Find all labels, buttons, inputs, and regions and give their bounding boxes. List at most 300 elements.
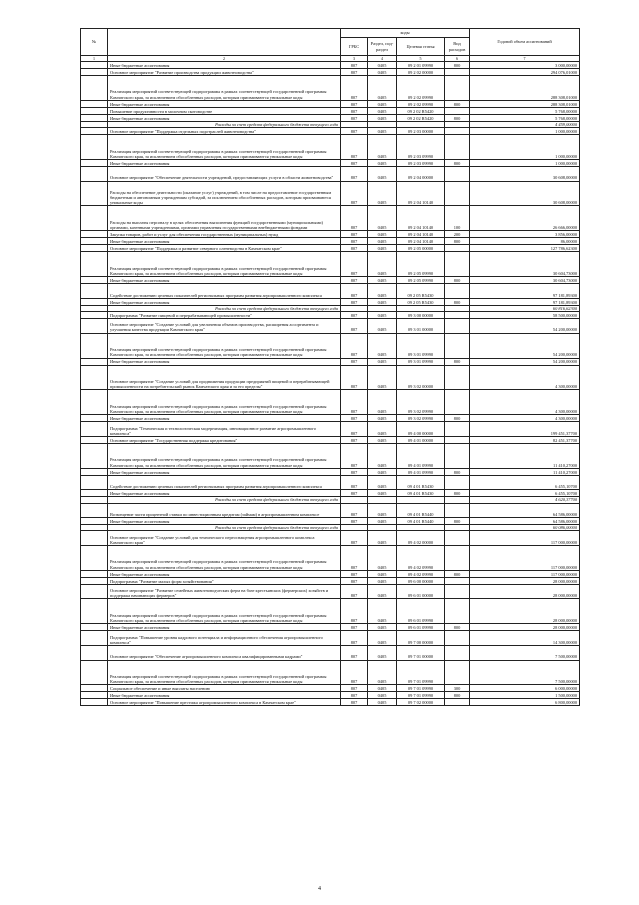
cell-name: Основное мероприятие "Создание условий для увеличения объемов производства, расширения ассортимента и улучшения качества продукции Камчатского края" <box>108 319 341 334</box>
cell-num <box>81 699 108 706</box>
cell-name: Расходы за счет средств федерального бюджета текущего года <box>108 497 341 503</box>
cell-name: Иные бюджетные ассигнования <box>108 100 341 107</box>
cell-tselevaya: 09 4 01 R5430 <box>397 490 445 497</box>
cell-tselevaya: 09 6 01 09990 <box>397 599 445 624</box>
cell-name: Реализация мероприятий соответствующей подпрограммы в рамках соответствующей государственной программы Камчатского края, за исключением обособленных расходов, которым присваиваются уникальные коды <box>108 660 341 685</box>
cell-tselevaya: 09 2 03 00000 <box>397 128 445 135</box>
cell-tselevaya: 09 2 04 10140 <box>397 206 445 231</box>
cell-tselevaya: 09 2 04 10140 <box>397 238 445 245</box>
cell-vid <box>445 284 470 299</box>
cell-num <box>81 436 108 443</box>
cell-razdel: 0405 <box>368 443 397 468</box>
cell-tselevaya: 09 2 03 09990 <box>397 135 445 160</box>
cell-razdel: 0405 <box>368 333 397 358</box>
cell-grbs: 807 <box>341 100 368 107</box>
cell-num <box>81 206 108 231</box>
cell-grbs: 807 <box>341 128 368 135</box>
cell-sum: 54 200,00000 <box>470 333 580 358</box>
table-row <box>81 422 580 437</box>
cell-vid <box>445 584 470 599</box>
table-row <box>81 62 580 69</box>
table-row <box>81 114 580 121</box>
cell-vid: 800 <box>445 692 470 699</box>
cell-tselevaya: 09 2 05 R5430 <box>397 284 445 299</box>
table-row <box>81 699 580 706</box>
cell-num <box>81 685 108 692</box>
cell-num <box>81 584 108 599</box>
cell-tselevaya: 09 2 05 09990 <box>397 252 445 277</box>
cell-num <box>81 128 108 135</box>
table-row <box>81 206 580 231</box>
cell-grbs: 807 <box>341 62 368 69</box>
cell-grbs: 807 <box>341 584 368 599</box>
cell-tselevaya: 09 2 05 00000 <box>397 245 445 252</box>
cell-num <box>81 159 108 166</box>
cell-vid <box>445 181 470 206</box>
cell-razdel: 0405 <box>368 298 397 305</box>
header-razdel: Раздел, под-раздел <box>368 38 397 56</box>
cell-sum: 1 000,00000 <box>470 128 580 135</box>
cell-sum: 117 000,00000 <box>470 545 580 570</box>
cell-grbs: 807 <box>341 660 368 685</box>
cell-num <box>81 503 108 518</box>
table-row <box>81 69 580 76</box>
cell-grbs: 807 <box>341 284 368 299</box>
table-header <box>81 29 580 62</box>
cell-name: Подпрограмма "Развитие пищевой и перерабатывающей промышленности" <box>108 312 341 319</box>
header-num: № <box>81 29 108 56</box>
cell-num <box>81 298 108 305</box>
column-number: 4 <box>368 56 397 62</box>
cell-name: Содействие достижению целевых показателей региональных программ развития агропромышленного комплекса <box>108 284 341 299</box>
cell-grbs: 807 <box>341 577 368 584</box>
column-number: 7 <box>470 56 580 62</box>
cell-vid <box>445 69 470 76</box>
cell-num <box>81 76 108 101</box>
cell-num <box>81 62 108 69</box>
cell-razdel: 0405 <box>368 503 397 518</box>
cell-grbs: 807 <box>341 443 368 468</box>
cell-sum: 60 816,62300 <box>470 305 580 311</box>
cell-sum: 28 000,00000 <box>470 624 580 631</box>
table-row <box>81 645 580 660</box>
table-row <box>81 107 580 114</box>
cell-num <box>81 475 108 490</box>
cell-tselevaya: 09 2 02 R5420 <box>397 114 445 121</box>
cell-sum: 11 410,27000 <box>470 443 580 468</box>
cell-sum: 5 768,00000 <box>470 114 580 121</box>
cell-vid <box>445 128 470 135</box>
table-row <box>81 245 580 252</box>
cell-grbs: 807 <box>341 490 368 497</box>
cell-grbs: 807 <box>341 475 368 490</box>
cell-razdel: 0405 <box>368 252 397 277</box>
cell-num <box>81 545 108 570</box>
cell-tselevaya: 09 4 01 R5440 <box>397 503 445 518</box>
cell-razdel: 0405 <box>368 390 397 415</box>
table-row <box>81 570 580 577</box>
cell-sum: 6 800,00000 <box>470 699 580 706</box>
cell-num <box>81 660 108 685</box>
cell-razdel: 0405 <box>368 181 397 206</box>
cell-tselevaya: 09 7 01 09990 <box>397 685 445 692</box>
cell-razdel: 0405 <box>368 238 397 245</box>
cell-grbs: 807 <box>341 107 368 114</box>
cell-sum: 117 000,00000 <box>470 531 580 546</box>
cell-vid: 100 <box>445 206 470 231</box>
cell-tselevaya: 09 6 00 00000 <box>397 577 445 584</box>
cell-grbs: 807 <box>341 231 368 238</box>
cell-sum: 30 604,73000 <box>470 277 580 284</box>
cell-name: Подпрограмма "Техническая и технологическая модернизация, инновационное развитие агропромышленного комплекса" <box>108 422 341 437</box>
cell-name: Основное мероприятие "Поддержка отдельных подотраслей животноводства" <box>108 128 341 135</box>
table-row <box>81 503 580 518</box>
cell-sum: 1 500,00000 <box>470 692 580 699</box>
cell-sum: 82 451,37700 <box>470 436 580 443</box>
cell-vid <box>445 319 470 334</box>
cell-num <box>81 231 108 238</box>
cell-sum: 26 666,00000 <box>470 206 580 231</box>
cell-name: Расходы на обеспечение деятельности (оказание услуг) учреждений, в том числе на предоставление государственным бюджетным и автономным учреждениям субсидий, за исключением обособленных расходов, которым присваиваются уникальные коды <box>108 181 341 206</box>
cell-name: Иные бюджетные ассигнования <box>108 518 341 525</box>
cell-grbs: 807 <box>341 76 368 101</box>
cell-sum: 4 459,00000 <box>470 121 580 127</box>
cell-tselevaya: 09 2 02 00000 <box>397 69 445 76</box>
cell-name: Иные бюджетные ассигнования <box>108 114 341 121</box>
cell-vid <box>445 245 470 252</box>
cell-name: Подпрограмма "Повышение уровня кадрового потенциала и информационного обеспечения агропромышленного комплекса" <box>108 631 341 646</box>
cell-name: Иные бюджетные ассигнования <box>108 415 341 422</box>
header-name <box>108 29 341 56</box>
cell-razdel: 0405 <box>368 159 397 166</box>
cell-vid: 800 <box>445 570 470 577</box>
cell-num <box>81 238 108 245</box>
cell-razdel: 0405 <box>368 415 397 422</box>
cell-grbs: 807 <box>341 436 368 443</box>
cell-razdel: 0405 <box>368 114 397 121</box>
cell-num <box>81 114 108 121</box>
cell-name: Возмещение части процентной ставки по инвестиционным кредитам (займам) в агропромышленном комплексе <box>108 503 341 518</box>
cell-name: Реализация мероприятий соответствующей подпрограммы в рамках соответствующей государственной программы Камчатского края, за исключением обособленных расходов, которым присваиваются уникальные коды <box>108 599 341 624</box>
cell-grbs: 807 <box>341 631 368 646</box>
cell-vid <box>445 660 470 685</box>
cell-vid <box>445 76 470 101</box>
cell-sum: 30 604,73000 <box>470 252 580 277</box>
cell-razdel: 0405 <box>368 468 397 475</box>
cell-sum: 11 410,27000 <box>470 468 580 475</box>
cell-tselevaya: 09 3 02 09990 <box>397 415 445 422</box>
cell-sum: 64 586,00000 <box>470 518 580 525</box>
cell-grbs: 807 <box>341 365 368 390</box>
cell-vid <box>445 699 470 706</box>
cell-sum: 288 308,01000 <box>470 76 580 101</box>
cell-razdel: 0405 <box>368 62 397 69</box>
header-vid: Вид расходов <box>445 38 470 56</box>
cell-tselevaya: 09 4 02 09990 <box>397 545 445 570</box>
cell-tselevaya: 09 7 01 00000 <box>397 645 445 660</box>
cell-razdel: 0405 <box>368 692 397 699</box>
cell-name: Иные бюджетные ассигнования <box>108 570 341 577</box>
table-row <box>81 415 580 422</box>
cell-vid <box>445 252 470 277</box>
cell-grbs: 807 <box>341 245 368 252</box>
cell-tselevaya: 09 4 01 R5440 <box>397 518 445 525</box>
cell-tselevaya: 09 7 02 00000 <box>397 699 445 706</box>
cell-grbs: 807 <box>341 166 368 181</box>
table-row <box>81 531 580 546</box>
cell-razdel: 0405 <box>368 277 397 284</box>
cell-name: Подпрограмма "Развитие малых форм хозяйствования" <box>108 577 341 584</box>
cell-vid: 800 <box>445 62 470 69</box>
table-row <box>81 468 580 475</box>
table-row <box>81 319 580 334</box>
cell-grbs: 807 <box>341 312 368 319</box>
cell-name: Иные бюджетные ассигнования <box>108 624 341 631</box>
cell-sum: 288 308,01000 <box>470 100 580 107</box>
cell-vid: 800 <box>445 518 470 525</box>
column-number: 6 <box>445 56 470 62</box>
cell-name: Основное мероприятие "Поддержка и развитие северного оленеводства в Камчатском крае" <box>108 245 341 252</box>
table-row <box>81 584 580 599</box>
table-row <box>81 365 580 390</box>
table-row <box>81 390 580 415</box>
cell-razdel: 0405 <box>368 545 397 570</box>
cell-num <box>81 358 108 365</box>
cell-grbs: 807 <box>341 69 368 76</box>
cell-grbs: 807 <box>341 545 368 570</box>
header-tselevaya: Целевая статья <box>397 38 445 56</box>
cell-vid <box>445 436 470 443</box>
cell-grbs: 807 <box>341 181 368 206</box>
cell-grbs: 807 <box>341 685 368 692</box>
table-row <box>81 624 580 631</box>
cell-name: Основное мероприятие "Развитие производства продукции животноводства" <box>108 69 341 76</box>
cell-num <box>81 518 108 525</box>
table-row <box>81 76 580 101</box>
cell-sum: 60 086,00000 <box>470 525 580 531</box>
cell-sum: 7 500,00000 <box>470 645 580 660</box>
cell-sum: 64 586,00000 <box>470 503 580 518</box>
cell-vid: 800 <box>445 468 470 475</box>
cell-sum: 7 500,00000 <box>470 660 580 685</box>
cell-tselevaya: 09 4 01 09990 <box>397 443 445 468</box>
cell-name: Реализация мероприятий соответствующей подпрограммы в рамках соответствующей государственной программы Камчатского края, за исключением обособленных расходов, которым присваиваются уникальные коды <box>108 545 341 570</box>
table-row <box>81 545 580 570</box>
cell-name: Основное мероприятие "Повышение престижа агропромышленного комплекса в Камчатском крае" <box>108 699 341 706</box>
cell-vid: 800 <box>445 159 470 166</box>
table-row <box>81 631 580 646</box>
table-row <box>81 135 580 160</box>
table-row <box>81 692 580 699</box>
cell-grbs: 807 <box>341 415 368 422</box>
cell-tselevaya: 09 7 01 09990 <box>397 660 445 685</box>
cell-razdel: 0405 <box>368 685 397 692</box>
budget-sheet <box>80 28 579 706</box>
cell-tselevaya: 09 3 02 09990 <box>397 390 445 415</box>
table-row <box>81 436 580 443</box>
cell-grbs: 807 <box>341 159 368 166</box>
cell-vid: 800 <box>445 624 470 631</box>
cell-grbs: 807 <box>341 599 368 624</box>
cell-tselevaya: 09 2 02 09990 <box>397 76 445 101</box>
cell-tselevaya: 09 7 00 00000 <box>397 631 445 646</box>
cell-num <box>81 570 108 577</box>
table-row <box>81 100 580 107</box>
cell-razdel: 0405 <box>368 531 397 546</box>
cell-grbs: 807 <box>341 624 368 631</box>
cell-vid <box>445 645 470 660</box>
page-number: 4 <box>318 886 321 892</box>
table-row <box>81 298 580 305</box>
cell-razdel: 0405 <box>368 69 397 76</box>
cell-num <box>81 490 108 497</box>
cell-razdel: 0405 <box>368 631 397 646</box>
cell-razdel: 0405 <box>368 166 397 181</box>
cell-grbs: 807 <box>341 531 368 546</box>
table-row <box>81 277 580 284</box>
cell-grbs: 807 <box>341 114 368 121</box>
cell-vid <box>445 599 470 624</box>
cell-vid <box>445 545 470 570</box>
table-row <box>81 333 580 358</box>
cell-vid: 800 <box>445 490 470 497</box>
cell-vid: 800 <box>445 100 470 107</box>
column-number: 3 <box>341 56 368 62</box>
cell-vid <box>445 166 470 181</box>
cell-razdel: 0405 <box>368 599 397 624</box>
table-row <box>81 685 580 692</box>
cell-razdel: 0405 <box>368 245 397 252</box>
table-row <box>81 490 580 497</box>
cell-tselevaya: 09 3 01 09990 <box>397 333 445 358</box>
cell-name: Иные бюджетные ассигнования <box>108 159 341 166</box>
cell-num <box>81 531 108 546</box>
cell-name: Расходы за счет средств федерального бюджета текущего года <box>108 525 341 531</box>
cell-name: Иные бюджетные ассигнования <box>108 692 341 699</box>
cell-vid: 800 <box>445 358 470 365</box>
cell-vid: 800 <box>445 298 470 305</box>
cell-name: Иные бюджетные ассигнования <box>108 468 341 475</box>
cell-vid: 800 <box>445 415 470 422</box>
cell-tselevaya: 09 2 04 00000 <box>397 166 445 181</box>
table-row <box>81 181 580 206</box>
cell-razdel: 0405 <box>368 624 397 631</box>
cell-name: Иные бюджетные ассигнования <box>108 358 341 365</box>
cell-vid: 800 <box>445 277 470 284</box>
table-body <box>81 62 580 706</box>
cell-tselevaya: 09 2 04 10140 <box>397 181 445 206</box>
cell-grbs: 807 <box>341 390 368 415</box>
cell-razdel: 0405 <box>368 422 397 437</box>
cell-num <box>81 468 108 475</box>
cell-razdel: 0405 <box>368 699 397 706</box>
cell-sum: 54 200,00000 <box>470 319 580 334</box>
cell-vid <box>445 531 470 546</box>
cell-name: Реализация мероприятий соответствующей подпрограммы в рамках соответствующей государственной программы Камчатского края, за исключением обособленных расходов, которым присваиваются уникальные коды <box>108 76 341 101</box>
cell-name: Реализация мероприятий соответствующей подпрограммы в рамках соответствующей государственной программы Камчатского края, за исключением обособленных расходов, которым присваиваются уникальные коды <box>108 443 341 468</box>
cell-vid: 800 <box>445 238 470 245</box>
cell-name: Закупка товаров, работ и услуг для обеспечения государственных (муниципальных) нужд <box>108 231 341 238</box>
table-row <box>81 577 580 584</box>
header-grbs: ГРБС <box>341 38 368 56</box>
cell-vid: 800 <box>445 114 470 121</box>
cell-razdel: 0405 <box>368 577 397 584</box>
cell-vid <box>445 107 470 114</box>
table-row <box>81 599 580 624</box>
cell-sum: 54 200,00000 <box>470 358 580 365</box>
cell-name: Иные бюджетные ассигнования <box>108 490 341 497</box>
cell-tselevaya: 09 4 01 R5430 <box>397 475 445 490</box>
cell-sum: 127 786,62300 <box>470 245 580 252</box>
cell-name: Содействие достижению целевых показателей региональных программ развития агропромышленного комплекса <box>108 475 341 490</box>
table-row <box>81 252 580 277</box>
cell-name: Иные бюджетные ассигнования <box>108 62 341 69</box>
cell-sum: 117 000,00000 <box>470 570 580 577</box>
cell-num <box>81 390 108 415</box>
cell-vid <box>445 503 470 518</box>
cell-vid <box>445 577 470 584</box>
cell-name: Расходы за счет средств федерального бюджета текущего года <box>108 121 341 127</box>
cell-sum: 28 000,00000 <box>470 599 580 624</box>
cell-sum: 5 768,00000 <box>470 107 580 114</box>
table-row <box>81 443 580 468</box>
cell-num <box>81 645 108 660</box>
cell-tselevaya: 09 4 02 00000 <box>397 531 445 546</box>
cell-tselevaya: 09 2 02 09990 <box>397 100 445 107</box>
cell-num <box>81 577 108 584</box>
cell-sum: 6 455,10700 <box>470 490 580 497</box>
cell-sum: 30 608,00000 <box>470 166 580 181</box>
cell-razdel: 0405 <box>368 284 397 299</box>
cell-razdel: 0405 <box>368 660 397 685</box>
column-number: 2 <box>108 56 341 62</box>
cell-num <box>81 624 108 631</box>
cell-grbs: 807 <box>341 503 368 518</box>
cell-sum: 58 500,00000 <box>470 312 580 319</box>
cell-name: Реализация мероприятий соответствующей подпрограммы в рамках соответствующей государственной программы Камчатского края, за исключением обособленных расходов, которым присваиваются уникальные коды <box>108 135 341 160</box>
cell-grbs: 807 <box>341 422 368 437</box>
cell-num <box>81 100 108 107</box>
cell-num <box>81 107 108 114</box>
budget-table <box>80 28 580 706</box>
cell-name: Основное мероприятие "Обеспечение деятельности учреждений, предоставляющих услуги в области животноводства" <box>108 166 341 181</box>
cell-vid <box>445 333 470 358</box>
cell-razdel: 0405 <box>368 231 397 238</box>
cell-num <box>81 284 108 299</box>
header-obem: Годовой объем ассигнований <box>470 29 580 56</box>
cell-vid <box>445 443 470 468</box>
cell-razdel: 0405 <box>368 107 397 114</box>
cell-tselevaya: 09 2 03 09990 <box>397 159 445 166</box>
table-row <box>81 238 580 245</box>
cell-razdel: 0405 <box>368 76 397 101</box>
table-row <box>81 159 580 166</box>
cell-name: Реализация мероприятий соответствующей подпрограммы в рамках соответствующей государственной программы Камчатского края, за исключением обособленных расходов, которым присваиваются уникальные коды <box>108 390 341 415</box>
cell-name: Реализация мероприятий соответствующей подпрограммы в рамках соответствующей государственной программы Камчатского края, за исключением обособленных расходов, которым присваиваются уникальные коды <box>108 333 341 358</box>
cell-vid <box>445 365 470 390</box>
cell-name: Основное мероприятие "Создание условий для продвижения продукции предприятий пищевой и перерабатывающей промышленности на потребительский рынок Камчатского края и за его пределы" <box>108 365 341 390</box>
header-kody: коды <box>341 29 470 38</box>
cell-grbs: 807 <box>341 135 368 160</box>
cell-name: Основное мероприятие "Развитие семейных животноводческих ферм на базе крестьянских (фермерских) хозяйств и поддержка начинающих фермеров" <box>108 584 341 599</box>
column-number: 5 <box>397 56 445 62</box>
cell-sum: 30 608,00000 <box>470 181 580 206</box>
cell-tselevaya: 09 3 01 09990 <box>397 358 445 365</box>
cell-razdel: 0405 <box>368 206 397 231</box>
cell-razdel: 0405 <box>368 436 397 443</box>
cell-razdel: 0405 <box>368 312 397 319</box>
cell-num <box>81 365 108 390</box>
